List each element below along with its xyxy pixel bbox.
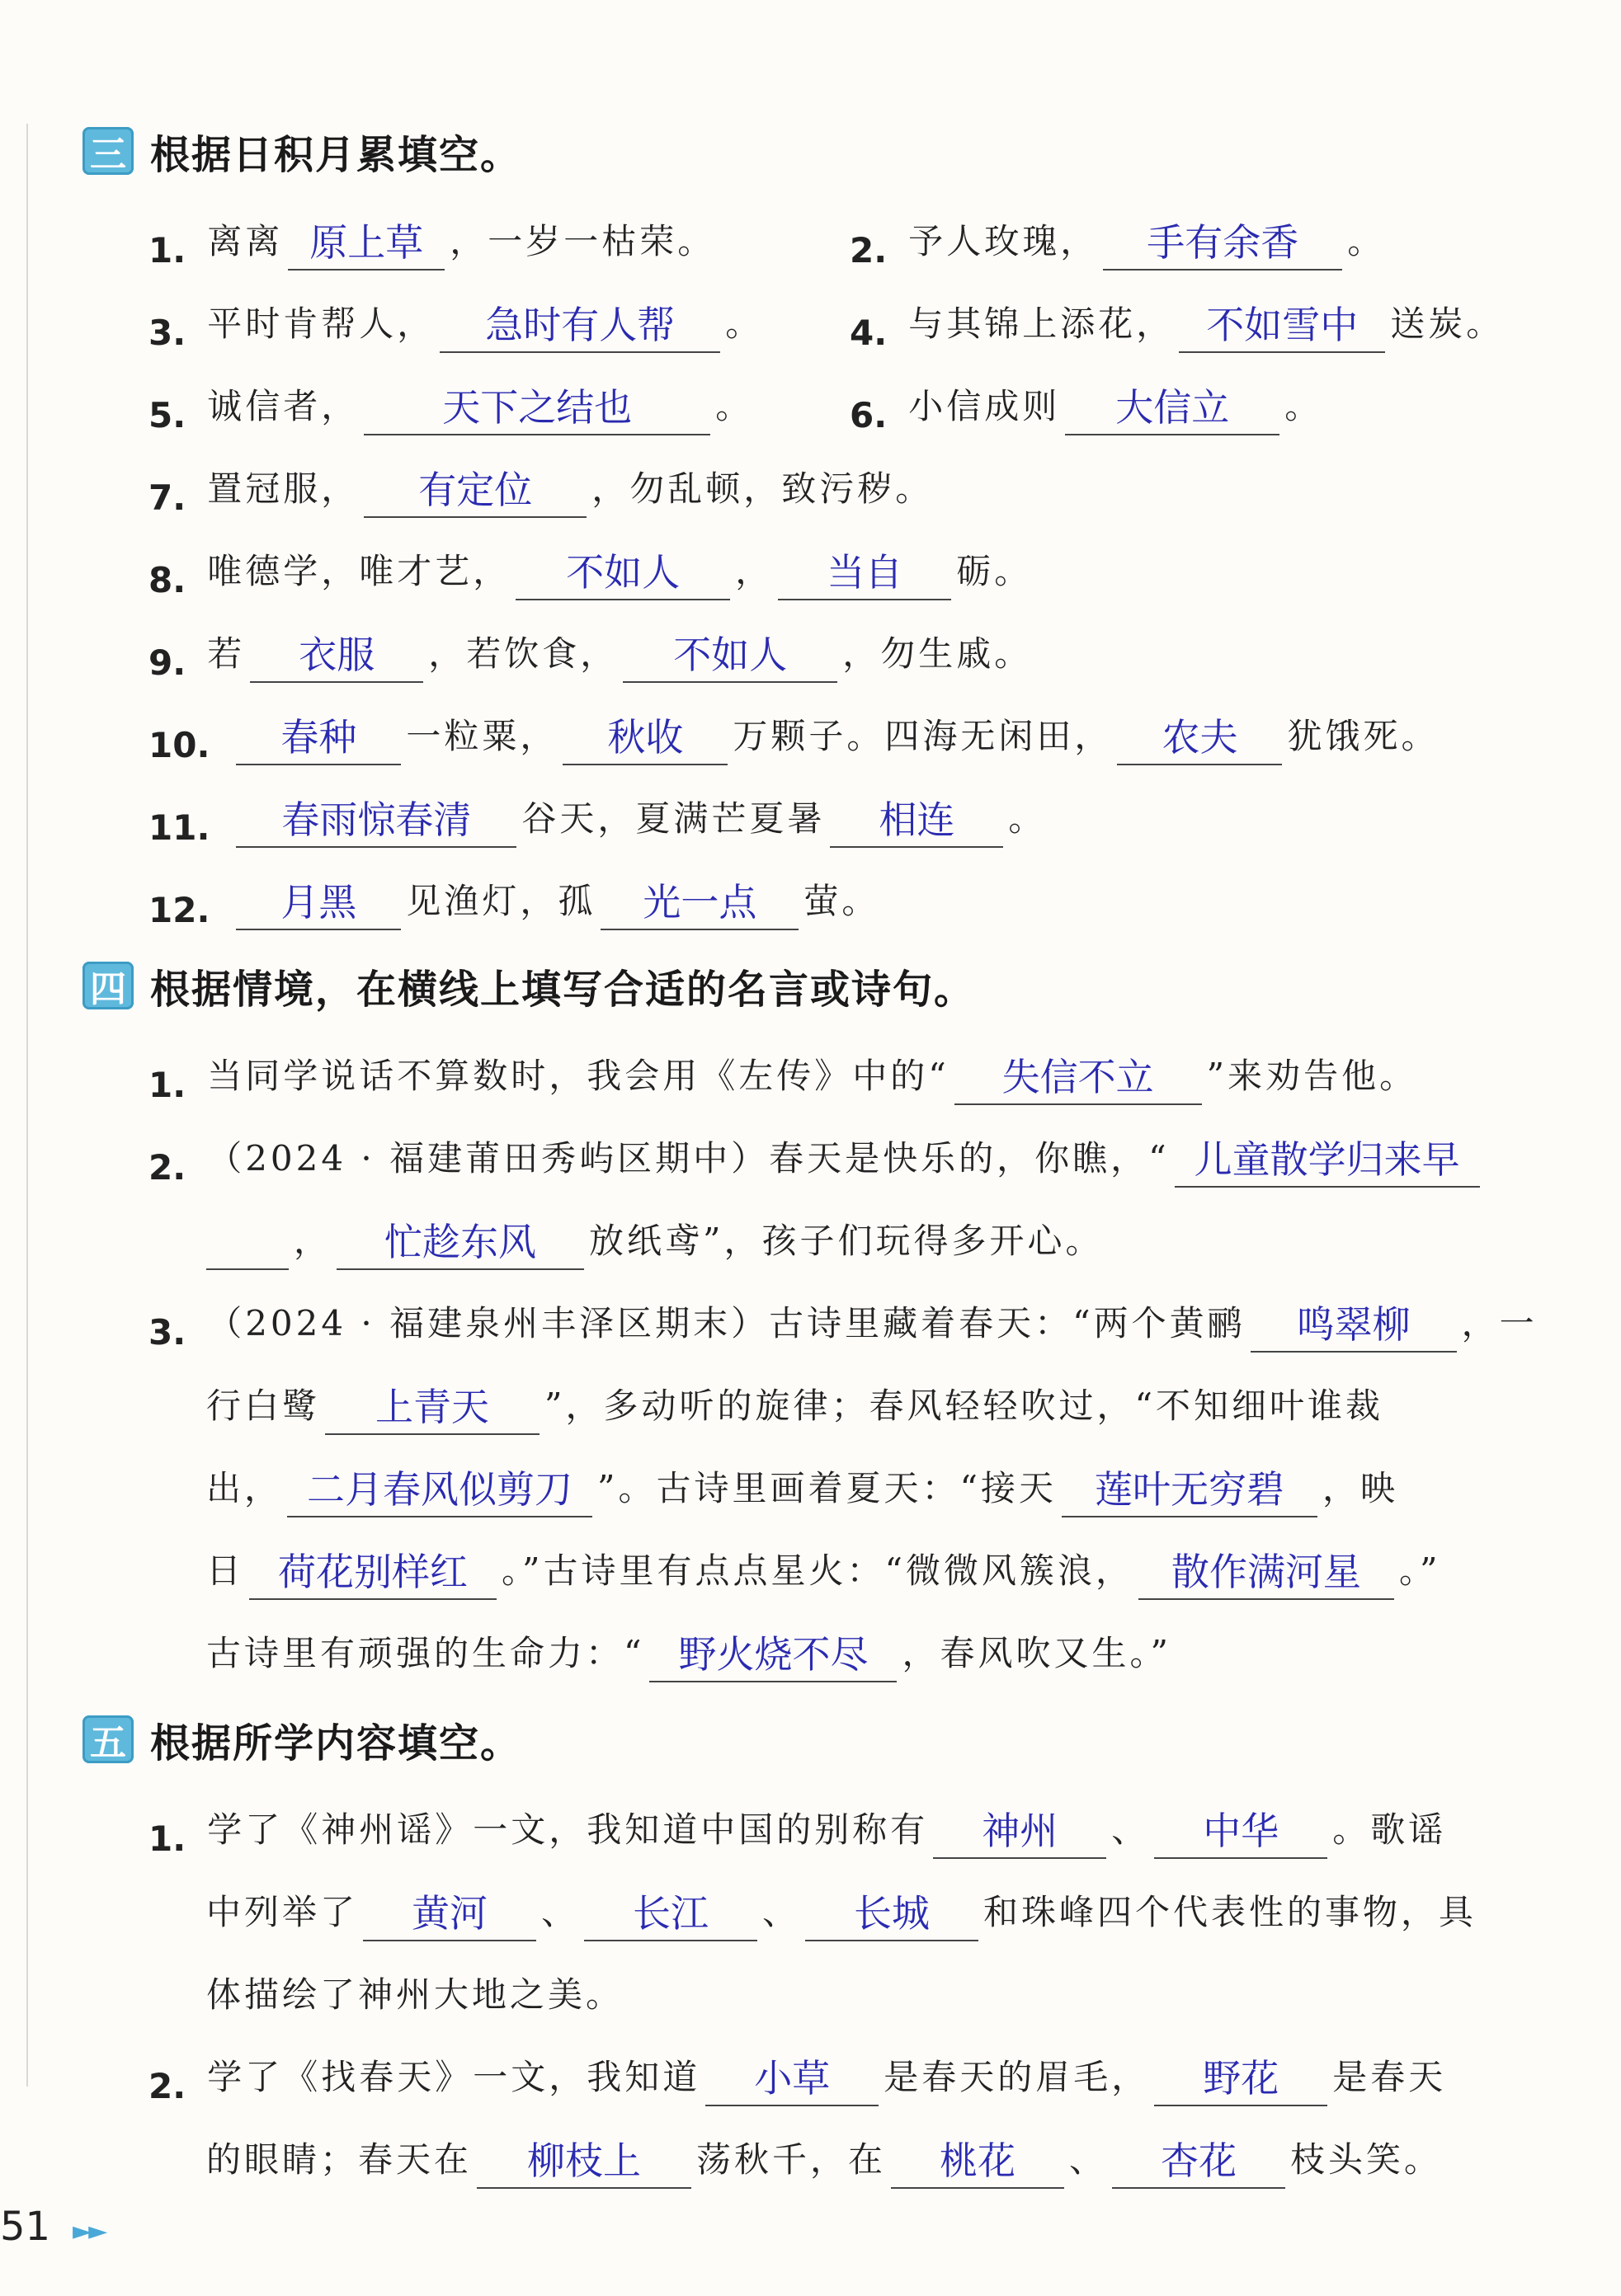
answer-blank[interactable]: 相连	[830, 799, 1003, 848]
answer-blank[interactable]: 黄河	[363, 1893, 536, 1941]
question-text: ，若饮食，	[428, 633, 619, 674]
question-text: 萤。	[803, 881, 880, 921]
question-text: 犹饿死。	[1287, 716, 1440, 756]
answer-blank[interactable]: 桃花	[891, 2140, 1064, 2189]
question-text: 。	[725, 303, 764, 344]
page-number: 51	[0, 2204, 51, 2250]
s3-q12	[148, 861, 879, 930]
answer-blank[interactable]: 大信立	[1065, 387, 1279, 435]
section-4-title: 根据情境，在横线上填写合适的名言或诗句。	[150, 966, 976, 1013]
question-text: ，勿生戚。	[842, 633, 1033, 674]
question-text: 。	[1347, 221, 1386, 261]
question-text: 是春天的眉毛，	[884, 2057, 1150, 2097]
section-5-title: 根据所学内容填空。	[150, 1720, 522, 1767]
question-text: 万颗子。四海无闲田，	[733, 716, 1113, 756]
question-text: ，	[735, 551, 774, 591]
s4-q2-line2	[206, 1201, 1104, 1270]
question-text: 、	[1111, 1809, 1150, 1850]
s5-q1-line3	[206, 1955, 624, 2024]
question-text: 送炭。	[1390, 303, 1505, 344]
question-number: 6.	[850, 395, 888, 435]
question-text: 和珠峰四个代表性的事物，具	[983, 1892, 1477, 1932]
answer-blank[interactable]: 儿童散学归来早	[1175, 1139, 1480, 1188]
question-text: 枝头笑。	[1290, 2139, 1443, 2180]
section-4-badge: 四	[82, 962, 134, 1009]
answer-blank-continued[interactable]	[206, 1263, 289, 1270]
s4-q3-line1	[148, 1283, 1538, 1353]
answer-blank[interactable]: 不如人	[516, 552, 730, 600]
question-text: 是春天	[1332, 2057, 1447, 2097]
question-text: 予人玫瑰，	[908, 221, 1099, 261]
answer-blank[interactable]: 杏花	[1112, 2140, 1285, 2189]
question-text: 当同学说话不算数时，我会用《左传》中的“	[207, 1056, 950, 1096]
question-text: 与其锦上添花，	[908, 303, 1175, 344]
answer-blank[interactable]: 散作满河星	[1138, 1551, 1394, 1600]
answer-blank[interactable]: 原上草	[288, 222, 445, 271]
question-text: 日	[206, 1550, 245, 1591]
question-text: ”，多动听的旋律；春风轻轻吹过，“不知细叶谁裁	[544, 1386, 1383, 1426]
question-text: 放纸鸢”，孩子们玩得多开心。	[589, 1221, 1104, 1261]
s3-q4	[850, 284, 1504, 353]
question-text: 见渔灯，孤	[406, 881, 596, 921]
question-text: 唯德学，唯才艺，	[207, 551, 511, 591]
question-text: 平时肯帮人，	[207, 303, 436, 344]
question-text: 、	[541, 1892, 580, 1932]
answer-blank[interactable]: 失信不立	[954, 1056, 1202, 1105]
s3-q5	[148, 366, 753, 435]
question-text: 、	[762, 1892, 801, 1932]
question-text: ，映	[1322, 1468, 1398, 1508]
question-text: ”。古诗里画着夏天：“接天	[597, 1468, 1057, 1508]
question-text: 砺。	[956, 551, 1033, 591]
section-5-header	[82, 1702, 521, 1776]
answer-blank[interactable]: 上青天	[325, 1386, 540, 1435]
answer-blank[interactable]: 春种	[236, 717, 401, 765]
question-text: 古诗里有顽强的生命力：“	[206, 1633, 645, 1673]
answer-blank[interactable]: 不如人	[623, 634, 837, 683]
s3-q2	[850, 201, 1385, 271]
answer-blank[interactable]: 农夫	[1117, 717, 1282, 765]
question-text: 。	[715, 386, 754, 426]
question-number: 2.	[148, 2066, 186, 2106]
s4-q3-line2	[206, 1366, 1383, 1435]
answer-blank[interactable]: 野花	[1154, 2058, 1327, 2106]
question-number: 2.	[148, 1147, 186, 1188]
answer-blank[interactable]: 衣服	[250, 634, 423, 683]
question-number: 11.	[148, 807, 210, 848]
question-text: 学了《神州谣》一文，我知道中国的别称有	[207, 1809, 929, 1850]
question-text: 体描绘了神州大地之美。	[206, 1974, 624, 2015]
answer-blank[interactable]: 中华	[1154, 1810, 1327, 1859]
question-text: ，春风吹又生。”	[902, 1633, 1171, 1673]
question-text: ”来劝告他。	[1206, 1056, 1418, 1096]
question-text: 行白鹭	[206, 1386, 321, 1426]
question-number: 4.	[850, 313, 888, 353]
answer-blank[interactable]: 长城	[805, 1893, 978, 1941]
question-text: 出，	[206, 1468, 283, 1508]
s5-q2-line2	[206, 2120, 1442, 2189]
s3-q8	[148, 531, 1032, 600]
question-text: 。	[1008, 798, 1047, 839]
answer-blank[interactable]: 当自	[778, 552, 951, 600]
answer-blank[interactable]: 小草	[705, 2058, 879, 2106]
question-text: 小信成则	[908, 386, 1061, 426]
answer-blank[interactable]: 月黑	[236, 882, 401, 930]
answer-blank[interactable]: 忙趁东风	[337, 1221, 584, 1270]
s3-q3	[148, 284, 763, 353]
question-text: 的眼睛；春天在	[206, 2139, 473, 2180]
question-text: 谷天，夏满芒夏暑	[521, 798, 826, 839]
s3-q11	[148, 779, 1046, 848]
section-4-header	[82, 948, 975, 1023]
answer-blank[interactable]: 天下之结也	[364, 387, 710, 435]
question-text: 学了《找春天》一文，我知道	[207, 2057, 701, 2097]
question-number: 5.	[148, 395, 186, 435]
s3-q1	[148, 201, 715, 271]
s3-q7	[148, 449, 933, 518]
s4-q3-line4	[206, 1531, 1440, 1600]
s5-q2-line1	[148, 2037, 1446, 2106]
section-3-header	[82, 114, 521, 188]
answer-blank[interactable]: 莲叶无穷碧	[1062, 1469, 1317, 1517]
section-5-badge: 五	[82, 1715, 134, 1763]
question-number: 8.	[148, 560, 186, 600]
s4-q3-line5	[206, 1613, 1171, 1682]
question-text: ，一	[1461, 1303, 1538, 1343]
answer-blank[interactable]: 光一点	[601, 882, 799, 930]
s4-q2-line1	[148, 1118, 1485, 1188]
s5-q1-line2	[206, 1872, 1477, 1941]
question-text: 若	[207, 633, 246, 674]
question-number: 12.	[148, 890, 210, 930]
question-number: 10.	[148, 725, 210, 765]
question-text: ，一岁一枯荣。	[450, 221, 716, 261]
question-text: 离离	[207, 221, 284, 261]
question-text: 中列举了	[206, 1892, 359, 1932]
s4-q3-line3	[206, 1448, 1398, 1517]
question-number: 9.	[148, 642, 186, 683]
next-arrow-icon: ►►	[73, 2217, 105, 2246]
question-number: 7.	[148, 478, 186, 518]
answer-blank[interactable]: 有定位	[364, 469, 587, 518]
question-number: 1.	[148, 1818, 186, 1859]
question-text: 。”古诗里有点点星火：“微微风簇浪，	[502, 1550, 1133, 1591]
question-number: 1.	[148, 230, 186, 271]
answer-blank[interactable]: 鸣翠柳	[1251, 1304, 1457, 1353]
question-text: ，	[294, 1221, 332, 1261]
s3-q9	[148, 614, 1032, 683]
question-text: 置冠服，	[207, 468, 360, 509]
s5-q1-line1	[148, 1790, 1446, 1859]
question-number: 3.	[148, 1312, 186, 1353]
answer-blank[interactable]: 长江	[584, 1893, 757, 1941]
margin-line	[26, 124, 28, 2087]
question-number: 3.	[148, 313, 186, 353]
question-text: 。	[1284, 386, 1323, 426]
question-text: 。”	[1398, 1550, 1441, 1591]
question-text: 荡秋千，在	[696, 2139, 887, 2180]
answer-blank[interactable]: 手有余香	[1103, 222, 1342, 271]
question-text: （2024 · 福建莆田秀屿区期中）春天是快乐的，你瞧，“	[207, 1138, 1170, 1179]
question-number: 1.	[148, 1065, 186, 1105]
question-text: （2024 · 福建泉州丰泽区期末）古诗里藏着春天：“两个黄鹂	[207, 1303, 1246, 1343]
s3-q6	[850, 366, 1322, 435]
answer-blank[interactable]: 柳枝上	[477, 2140, 691, 2189]
answer-blank[interactable]: 急时有人帮	[440, 304, 720, 353]
answer-blank[interactable]: 秋收	[563, 717, 728, 765]
answer-blank[interactable]: 野火烧不尽	[649, 1634, 897, 1682]
answer-blank[interactable]: 神州	[933, 1810, 1106, 1859]
s4-q1	[148, 1036, 1417, 1105]
answer-blank[interactable]: 春雨惊春清	[236, 799, 516, 848]
question-text: 一粒粟，	[406, 716, 558, 756]
answer-blank[interactable]: 荷花别样红	[249, 1551, 497, 1600]
question-number: 2.	[850, 230, 888, 271]
s3-q10	[148, 696, 1439, 765]
section-3-badge: 三	[82, 127, 134, 175]
question-text: ，勿乱顿，致污秽。	[591, 468, 934, 509]
question-text: 、	[1069, 2139, 1108, 2180]
question-text: 。歌谣	[1332, 1809, 1447, 1850]
answer-blank[interactable]: 不如雪中	[1179, 304, 1385, 353]
answer-blank[interactable]: 二月春风似剪刀	[287, 1469, 592, 1517]
section-3-title: 根据日积月累填空。	[150, 131, 522, 178]
question-text: 诚信者，	[207, 386, 360, 426]
